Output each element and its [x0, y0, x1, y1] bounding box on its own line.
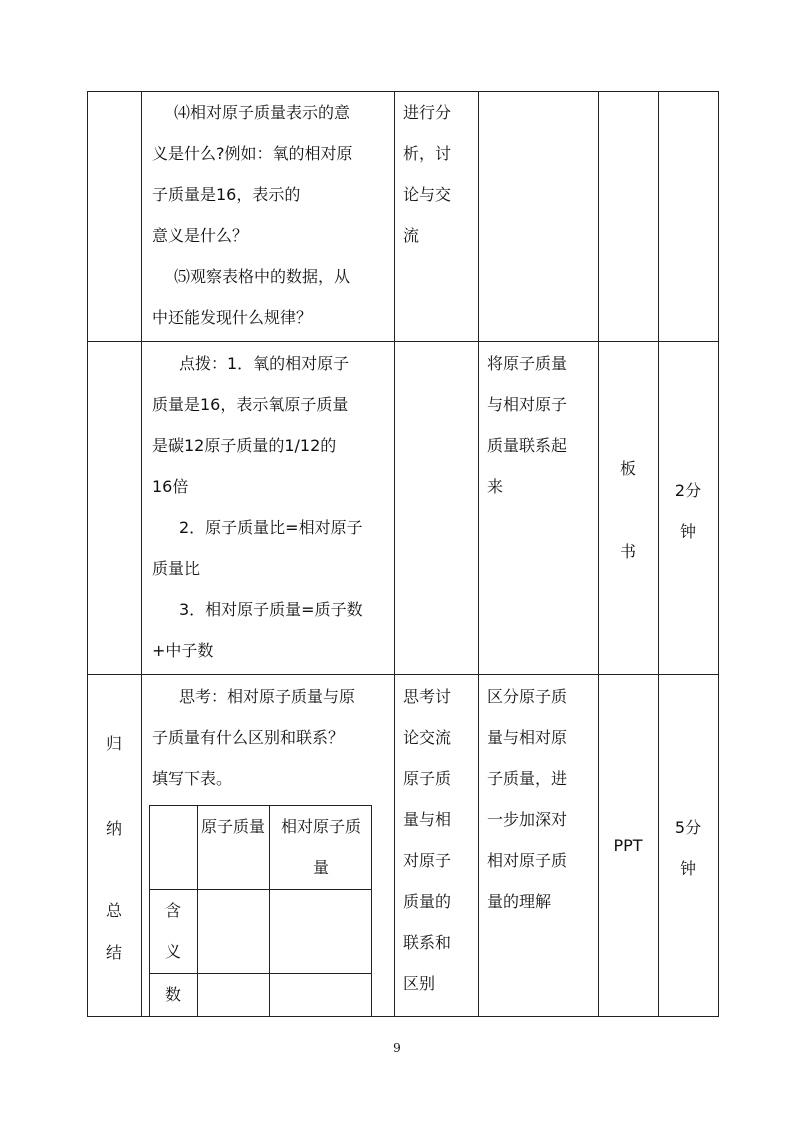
row2-media-2: 书 — [619, 542, 636, 561]
row3-content: 思考：相对原子质量与原 子质量有什么区别和联系？ 填写下表。 — [152, 687, 356, 788]
comparison-row-label-meaning: 含义 — [164, 901, 181, 961]
row2-time-1: 2分 — [674, 481, 702, 500]
row2-content: 点拨：1．氧的相对原子 质量是16，表示氧原子质量 是碳12原子质量的1/12的 16倍 2．原子质量比=相对原子 质量比 3．相对原子质量=质子数 +中子数 — [152, 354, 363, 660]
row3-media: PPT — [613, 836, 643, 855]
comparison-header-atomic-mass: 原子质量 — [200, 817, 265, 836]
row3-time-1: 5分 — [674, 818, 702, 837]
row1-student-activity: 进行分 析，讨 论与交 流 — [403, 103, 452, 245]
row3-design-intent: 区分原子质 量与相对原 子质量，进 一步加深对 相对原子质 量的理解 — [487, 687, 568, 911]
row3-stage-1: 归 — [105, 734, 122, 753]
row2-design-intent: 将原子质量 与相对原子 质量联系起 来 — [487, 354, 568, 496]
row3-stage-2: 纳 — [105, 819, 122, 838]
row3-student-activity: 思考讨 论交流 原子质 量与相 对原子 质量的 联系和 区别 — [403, 687, 452, 993]
row3-stage-3: 总 — [105, 901, 122, 920]
row3-stage-4: 结 — [105, 943, 122, 962]
page-number: 9 — [393, 1041, 401, 1055]
row2-time-2: 钟 — [679, 522, 696, 541]
row3-time-2: 钟 — [679, 859, 696, 878]
comparison-row-label-value: 数 — [164, 985, 181, 1004]
comparison-header-relative-mass: 相对原子质量 — [280, 817, 361, 877]
row2-media-1: 板 — [619, 459, 636, 478]
row1-content: ⑷相对原子质量表示的意 义是什么?例如：氧的相对原 子质量是16，表示的 意义是什么？ ⑸观察表格中的数据，从 中还能发现什么规律？ — [152, 103, 353, 327]
